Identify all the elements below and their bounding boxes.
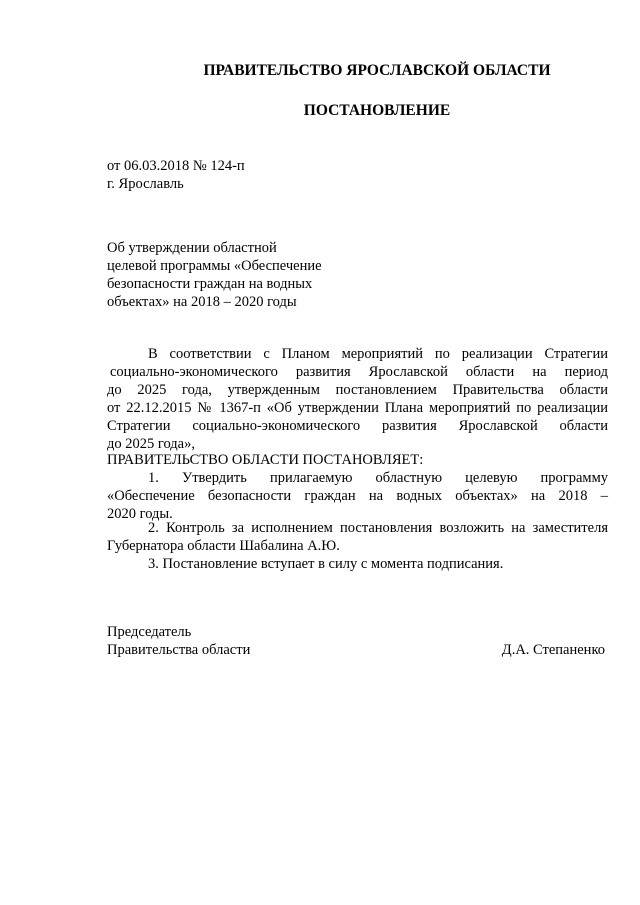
item-3: 3. Постановление вступает в силу с момента подписания. xyxy=(148,556,504,572)
item-1-line: 2020 годы. xyxy=(107,506,173,522)
resolves-line: ПРАВИТЕЛЬСТВО ОБЛАСТИ ПОСТАНОВЛЯЕТ: xyxy=(107,452,424,468)
item-2-line: 2. Контроль за исполнением постановления возложить на заместителя xyxy=(148,520,608,536)
signatory-name: Д.А. Степаненко xyxy=(501,642,605,658)
preamble-line: от 22.12.2015 № 1367-п «Об утверждении Плана мероприятий по реализации xyxy=(107,400,608,416)
preamble-line: до 2025 года, утвержденным постановлением Правительства области xyxy=(107,382,608,398)
city: г. Ярославль xyxy=(107,176,184,192)
subject-line: целевой программы «Обеспечение xyxy=(107,258,322,274)
signature-title-line: Правительства области xyxy=(107,642,251,658)
item-2-line: Губернатора области Шабалина А.Ю. xyxy=(107,538,340,554)
preamble-line: В соответствии с Планом мероприятий по реализации Стратегии xyxy=(148,346,608,362)
government-title: ПРАВИТЕЛЬСТВО ЯРОСЛАВСКОЙ ОБЛАСТИ xyxy=(203,62,551,79)
item-1-line: «Обеспечение безопасности граждан на водных объектах» на 2018 – xyxy=(107,488,608,504)
subject-line: безопасности граждан на водных xyxy=(107,276,313,292)
date-number: от 06.03.2018 № 124-п xyxy=(107,158,245,174)
subject-line: Об утверждении областной xyxy=(107,240,277,256)
subject-line: объектах» на 2018 – 2020 годы xyxy=(107,294,297,310)
document-type-title: ПОСТАНОВЛЕНИЕ xyxy=(303,102,451,119)
preamble-line: до 2025 года», xyxy=(107,436,195,452)
preamble-line: социально-экономического развития Ярославской области на период xyxy=(110,364,608,380)
preamble-line: Стратегии социально-экономического развития Ярославской области xyxy=(107,418,608,434)
signature-title-line: Председатель xyxy=(107,624,192,640)
item-1-line: 1. Утвердить прилагаемую областную целевую программу xyxy=(148,470,608,486)
